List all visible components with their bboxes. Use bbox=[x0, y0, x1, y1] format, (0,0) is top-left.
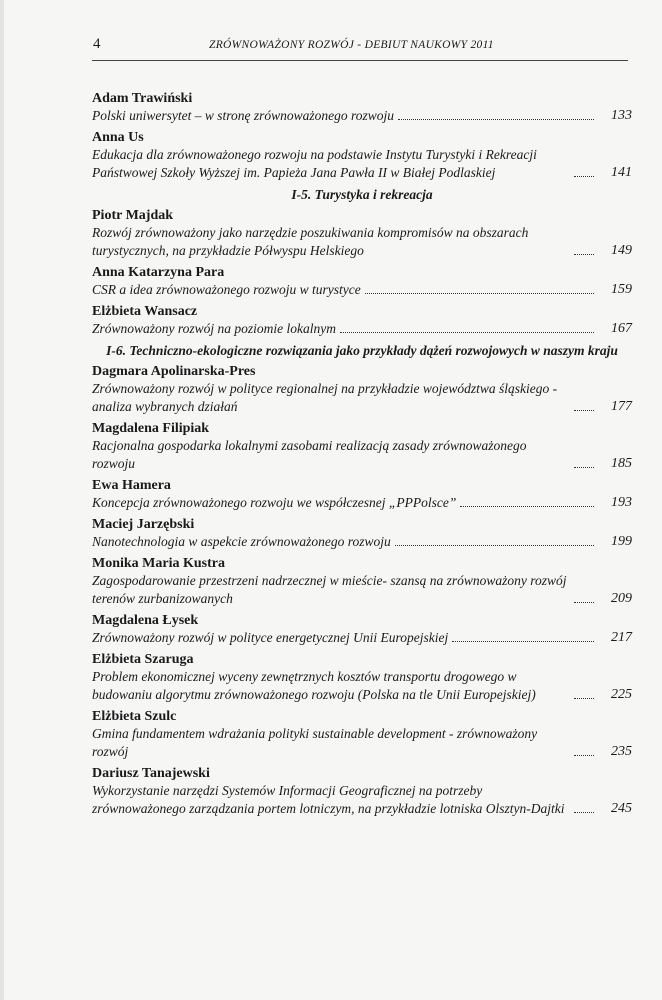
entry-title-line bbox=[92, 782, 632, 818]
entry-title: Rozwój zrównoważony jako narzędzie poszukiwania kompromisów na obszarach turystycznych, na przykładzie Półwyspu Helskiego bbox=[92, 225, 529, 258]
header-rule bbox=[92, 60, 628, 61]
entry-author: Dariusz Tanajewski bbox=[92, 766, 210, 781]
entry-title: Polski uniwersytet – w stronę zrównoważonego rozwoju bbox=[92, 108, 395, 123]
entry-page-number: 167 bbox=[611, 321, 632, 336]
toc-entry bbox=[92, 129, 632, 182]
entry-page-number: 133 bbox=[611, 108, 632, 123]
entry-title: Racjonalna gospodarka lokalnymi zasobami realizacją zasady zrównoważonego rozwoju bbox=[92, 438, 527, 471]
entry-title: Zagospodarowanie przestrzeni nadrzecznej w mieście- szansą na zrównoważony rozwój terenów zurbanizowanych bbox=[92, 573, 567, 606]
entry-title: CSR a idea zrównoważonego rozwoju w turystyce bbox=[92, 282, 361, 297]
entry-title-line bbox=[92, 146, 632, 182]
entry-page-number: 235 bbox=[611, 744, 632, 759]
entry-title: Edukacja dla zrównoważonego rozwoju na podstawie Instytu Turystyki i Rekreacji Państwowej Szkoły Wyższej im. Papieża Jana Pawła II w Białej Podlaskiej bbox=[92, 147, 537, 180]
dot-leader bbox=[574, 254, 594, 255]
table-of-contents bbox=[92, 90, 632, 822]
entry-title: Zrównoważony rozwój na poziomie lokalnym bbox=[92, 321, 337, 336]
entry-author: Elżbieta Szaruga bbox=[92, 652, 194, 667]
entry-page-number: 185 bbox=[611, 456, 632, 471]
dot-leader bbox=[340, 332, 594, 333]
entry-title-line bbox=[92, 380, 632, 416]
entry-title: Koncepcja zrównoważonego rozwoju we współczesnej „PPPolsce” bbox=[92, 495, 457, 510]
entry-page-number: 141 bbox=[611, 165, 632, 180]
entry-title-line bbox=[92, 494, 632, 512]
entry-author: Piotr Majdak bbox=[92, 208, 174, 223]
entry-title-line bbox=[92, 668, 632, 704]
entry-author: Elżbieta Wansacz bbox=[92, 304, 198, 319]
entry-author: Elżbieta Szulc bbox=[92, 709, 177, 724]
entry-title: Gmina fundamentem wdrażania polityki sustainable development - zrównoważony rozwój bbox=[92, 726, 538, 759]
toc-entry bbox=[92, 765, 632, 818]
entry-page-number: 149 bbox=[611, 243, 632, 258]
entry-title-line bbox=[92, 224, 632, 260]
toc-entry bbox=[92, 207, 632, 260]
page-number: 4 bbox=[93, 36, 101, 52]
entry-page-number: 245 bbox=[611, 801, 632, 816]
entry-author: Dagmara Apolinarska-Pres bbox=[92, 364, 256, 379]
entry-title-line bbox=[92, 281, 632, 299]
toc-entry bbox=[92, 651, 632, 704]
entry-author: Monika Maria Kustra bbox=[92, 556, 225, 571]
entry-author: Magdalena Filipiak bbox=[92, 421, 210, 436]
page-header bbox=[89, 34, 629, 56]
entry-author: Magdalena Łysek bbox=[92, 613, 199, 628]
entry-title: Problem ekonomicznej wyceny zewnętrznych kosztów transportu drogowego w budowaniu algorytmu zrównoważonego rozwoju (Polska na tle Unii Europejskiej) bbox=[92, 669, 536, 702]
toc-entry bbox=[92, 708, 632, 761]
entry-title-line bbox=[92, 725, 632, 761]
entry-page-number: 177 bbox=[611, 399, 632, 414]
entry-title: Nanotechnologia w aspekcie zrównoważonego rozwoju bbox=[92, 534, 391, 549]
dot-leader bbox=[574, 176, 594, 177]
running-title: ZRÓWNOWAŻONY ROZWÓJ - DEBIUT NAUKOWY 2011 bbox=[209, 39, 494, 51]
entry-title-line bbox=[92, 107, 632, 125]
toc-entry bbox=[92, 420, 632, 473]
toc-entry bbox=[92, 477, 632, 512]
section-heading: I-5. Turystyka i rekreacja bbox=[291, 187, 433, 202]
dot-leader bbox=[365, 293, 594, 294]
dot-leader bbox=[452, 641, 594, 642]
toc-entry bbox=[92, 363, 632, 416]
dot-leader bbox=[574, 755, 594, 756]
dot-leader bbox=[574, 410, 594, 411]
entry-title-line bbox=[92, 572, 632, 608]
toc-entry bbox=[92, 303, 632, 338]
entry-author: Maciej Jarzębski bbox=[92, 517, 195, 532]
toc-entry bbox=[92, 612, 632, 647]
entry-author: Ewa Hamera bbox=[92, 478, 171, 493]
toc-entry bbox=[92, 555, 632, 608]
entry-title-line bbox=[92, 320, 632, 338]
entry-title: Wykorzystanie narzędzi Systemów Informacji Geograficznej na potrzeby zrównoważonego zarządzania portem lotniczym, na przykładzie lotniska Olsztyn-Dajtki bbox=[92, 783, 565, 816]
dot-leader bbox=[395, 545, 594, 546]
toc-entry bbox=[92, 90, 632, 125]
dot-leader bbox=[398, 119, 594, 120]
entry-page-number: 209 bbox=[611, 591, 632, 606]
toc-entry bbox=[92, 516, 632, 551]
entry-title-line bbox=[92, 533, 632, 551]
entry-title: Zrównoważony rozwój w polityce regionalnej na przykładzie województwa śląskiego - analiza wybranych działań bbox=[92, 381, 558, 414]
dot-leader bbox=[460, 506, 594, 507]
entry-title-line bbox=[92, 437, 632, 473]
entry-page-number: 159 bbox=[611, 282, 632, 297]
section-heading: I-6. Techniczno-ekologiczne rozwiązania jako przykłady dążeń rozwojowych w naszym kraju bbox=[106, 343, 618, 358]
dot-leader bbox=[574, 467, 594, 468]
entry-page-number: 199 bbox=[611, 534, 632, 549]
entry-author: Anna Katarzyna Para bbox=[92, 265, 225, 280]
entry-title-line bbox=[92, 629, 632, 647]
dot-leader bbox=[574, 602, 594, 603]
dot-leader bbox=[574, 812, 594, 813]
toc-entry bbox=[92, 264, 632, 299]
dot-leader bbox=[574, 698, 594, 699]
entry-title: Zrównoważony rozwój w polityce energetycznej Unii Europejskiej bbox=[92, 630, 449, 645]
entry-page-number: 193 bbox=[611, 495, 632, 510]
entry-author: Adam Trawiński bbox=[92, 91, 193, 106]
entry-page-number: 225 bbox=[611, 687, 632, 702]
entry-page-number: 217 bbox=[611, 630, 632, 645]
entry-author: Anna Us bbox=[92, 130, 144, 145]
